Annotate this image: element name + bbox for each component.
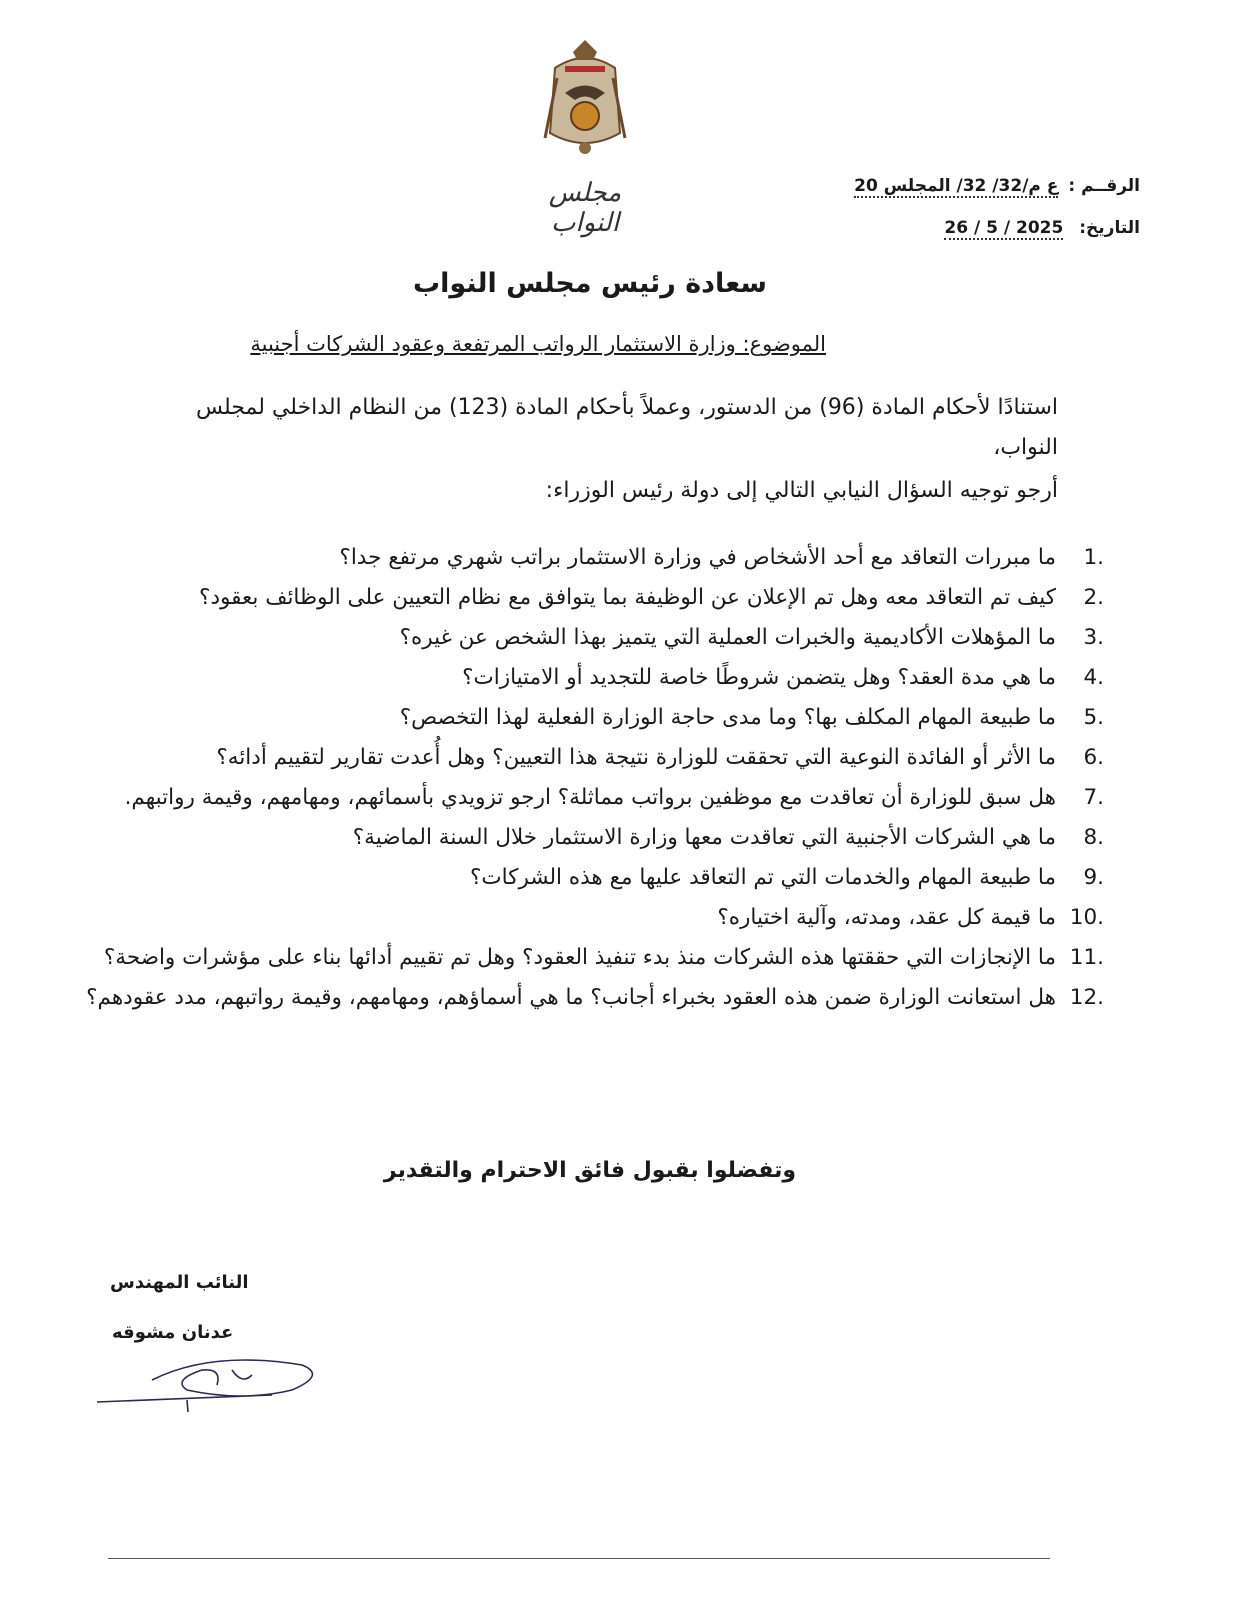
request-line: أرجو توجيه السؤال النيابي التالي إلى دولة رئيس الوزراء:: [545, 478, 1058, 503]
reference-block: [820, 170, 1140, 254]
footer-divider: [108, 1558, 1050, 1559]
question-number: 1.: [1083, 545, 1104, 570]
question-text: ما هي الشركات الأجنبية التي تعاقدت معها وزارة الاستثمار خلال السنة الماضية؟: [352, 825, 1056, 850]
question-number: 2.: [1083, 585, 1104, 610]
date-value: 26 / 5 / 2025: [944, 218, 1064, 238]
question-text: كيف تم التعاقد معه وهل تم الإعلان عن الوظيفة بما يتوافق مع نظام التعيين على الوظائف بعقود؟: [199, 585, 1056, 610]
question-number: 12.: [1069, 985, 1104, 1010]
intro-paragraph: استنادًا لأحكام المادة (96) من الدستور، وعملاً بأحكام المادة (123) من النظام الداخلي لمجلس النواب،: [196, 395, 1058, 460]
question-text: ما مبررات التعاقد مع أحد الأشخاص في وزارة الاستثمار براتب شهري مرتفع جدا؟: [339, 545, 1056, 570]
question-item: [69, 978, 1104, 1018]
question-item: [69, 858, 1104, 898]
reference-number: ع م/32/ 32/ المجلس 20: [854, 176, 1059, 196]
question-text: ما قيمة كل عقد، ومدته، وآلية اختياره؟: [717, 905, 1056, 930]
question-number: 10.: [1069, 905, 1104, 930]
question-text: ما هي مدة العقد؟ وهل يتضمن شروطًا خاصة للتجديد أو الامتيازات؟: [462, 665, 1056, 690]
signatory-name: عدنان مشوقه: [112, 1322, 234, 1343]
question-item: [69, 898, 1104, 938]
handwritten-signature: [92, 1340, 332, 1420]
question-item: [69, 698, 1104, 738]
institution-calligraphy: مجلس النواب: [548, 178, 622, 238]
question-item: [69, 738, 1104, 778]
question-item: [69, 578, 1104, 618]
question-number: 5.: [1083, 705, 1104, 730]
question-number: 8.: [1083, 825, 1104, 850]
question-text: هل استعانت الوزارة ضمن هذه العقود بخبراء أجانب؟ ما هي أسماؤهم، ومهامهم، وقيمة رواتبهم، مدد عقودهم؟: [86, 985, 1056, 1010]
question-item: [69, 658, 1104, 698]
question-text: ما الإنجازات التي حققتها هذه الشركات منذ بدء تنفيذ العقود؟ وهل تم تقييم أدائها بناء على مؤشرات واضحة؟: [103, 945, 1056, 970]
question-number: 3.: [1083, 625, 1104, 650]
question-item: [69, 938, 1104, 978]
signatory-title: النائب المهندس: [110, 1272, 249, 1293]
question-text: ما طبيعة المهام المكلف بها؟ وما مدى حاجة الوزارة الفعلية لهذا التخصص؟: [399, 705, 1056, 730]
closing-line: وتفضلوا بقبول فائق الاحترام والتقدير: [383, 1158, 797, 1183]
question-number: 9.: [1083, 865, 1104, 890]
question-item: [69, 538, 1104, 578]
question-number: 7.: [1083, 785, 1104, 810]
questions-list: [69, 538, 1104, 1018]
question-item: [69, 778, 1104, 818]
addressee-title: سعادة رئيس مجلس النواب: [413, 268, 767, 299]
question-item: [69, 818, 1104, 858]
question-number: 4.: [1083, 665, 1104, 690]
subject-line: الموضوع: وزارة الاستثمار الرواتب المرتفعة وعقود الشركات أجنبية: [250, 332, 826, 356]
question-text: ما طبيعة المهام والخدمات التي تم التعاقد عليها مع هذه الشركات؟: [470, 865, 1056, 890]
date-label: التاريخ:: [1079, 218, 1140, 238]
question-item: [69, 618, 1104, 658]
question-number: 6.: [1083, 745, 1104, 770]
question-text: هل سبق للوزارة أن تعاقدت مع موظفين برواتب مماثلة؟ ارجو تزويدي بأسمائهم، ومهامهم، وقيمة رواتبهم.: [124, 785, 1056, 810]
question-text: ما المؤهلات الأكاديمية والخبرات العملية التي يتميز بهذا الشخص عن غيره؟: [399, 625, 1056, 650]
question-number: 11.: [1069, 945, 1104, 970]
reference-label: الرقــم :: [1068, 176, 1140, 196]
coat-of-arms-emblem: [535, 38, 635, 163]
question-text: ما الأثر أو الفائدة النوعية التي تحققت للوزارة نتيجة هذا التعيين؟ وهل أُعدت تقارير لتقييم أدائه؟: [216, 745, 1056, 770]
